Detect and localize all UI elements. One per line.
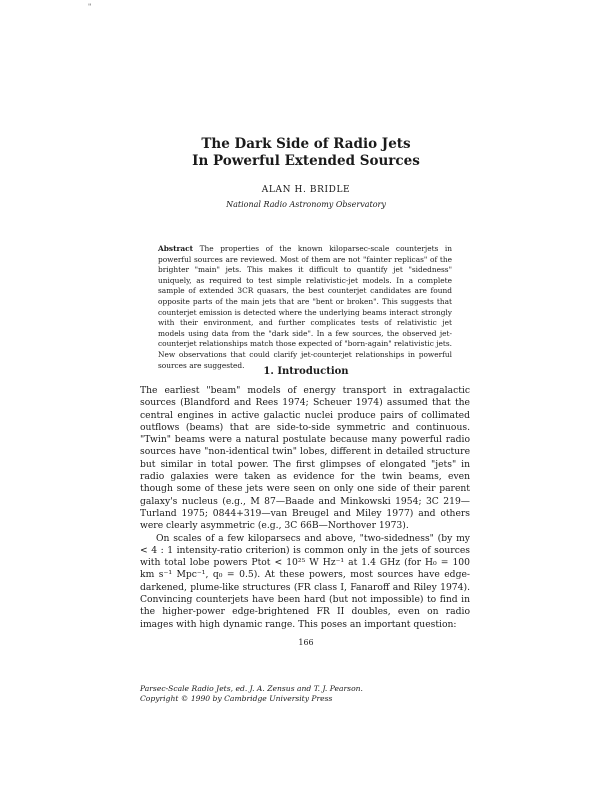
paper-title-line-1: The Dark Side of Radio Jets [201, 136, 411, 152]
paragraph-2: On scales of a few kiloparsecs and above, "two-sidedness" (by my < 4 : 1 intensity-ratio criterion) is common only in the jets of sources with total lobe powers Ptot < 10²⁵ W Hz⁻¹ at 1.4 GHz (for H₀ = 100 km s⁻¹ Mpc⁻¹, q₀ = 0.5). At these powers, most sources have edge-darkened, plume-like structures (FR class I, Fanaroff and Riley 1974). Convincing counterjets have been hard (but not impossible) to find in the higher-power edge-brightened FR II doubles, even on radio images with high dynamic range. This poses an important question: [140, 532, 470, 630]
author-name: ALAN H. BRIDLE [261, 185, 351, 195]
abstract-text: The properties of the known kiloparsec-scale counterjets in powerful sources are reviewed. Most of them are not "fainter replicas" of the brighter "main" jets. This makes it difficult to quantify jet "sidedness" uniquely, as required to test simple relativistic-jet models. In a complete sample of extended 3CR quasars, the best counterjet candidates are found opposite parts of the main jets that are "bent or broken". This suggests that counterjet emission is detected where the underlying beams interact strongly with their environment, and further complicates tests of relativistic jet models using data from the "dark side". In a few sources, the observed jet-counterjet relationships match those expected of "born-again" relativistic jets. New observations that could clarify jet-counterjet relationships in powerful sources are suggested. [158, 244, 452, 370]
section-heading: 1. Introduction [263, 366, 349, 377]
paragraph-1: The earliest "beam" models of energy transport in extragalactic sources (Blandford and Rees 1974; Scheuer 1974) assumed that the central engines in active galactic nuclei produce pairs of collimated outflows (beams) that are side-to-side symmetric and continuous. "Twin" beams were a natural postulate because many powerful radio sources have "non-identical twin" lobes, different in detailed structure but similar in total power. The first glimpses of elongated "jets" in radio galaxies were taken as evidence for the twin beams, even though some of these jets were seen on only one side of their parent galaxy's nucleus (e.g., M 87—Baade and Minkowski 1954; 3C 219—Turland 1975; 0844+319—van Breugel and Miley 1977) and others were clearly asymmetric (e.g., 3C 66B—Northover 1973). [140, 385, 470, 532]
footer-copyright: Copyright © 1990 by Cambridge University Press [140, 694, 333, 703]
corner-mark: " [88, 3, 92, 11]
paper-title-line-2: In Powerful Extended Sources [192, 153, 420, 169]
abstract-block [158, 244, 452, 371]
abstract-label: Abstract [158, 244, 194, 253]
body-text [140, 385, 470, 631]
footer-block [140, 684, 363, 704]
footer-citation: Parsec-Scale Radio Jets, ed. J. A. Zensus and T. J. Pearson. [140, 684, 363, 693]
author-affiliation: National Radio Astronomy Observatory [226, 200, 386, 209]
page-number: 166 [298, 638, 314, 647]
